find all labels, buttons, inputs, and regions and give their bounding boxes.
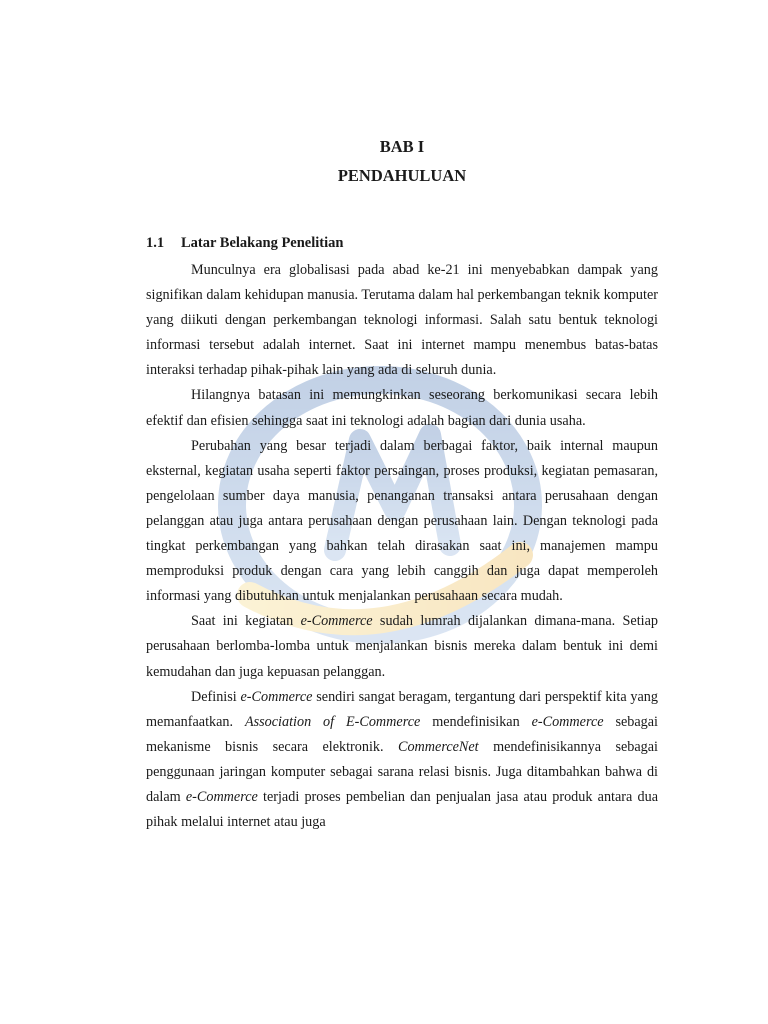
paragraph-text: Saat ini kegiatan [191, 613, 301, 630]
italic-term: Association of E-Commerce [244, 713, 421, 730]
paragraph-text: terjadi proses pembelian dan penjualan jasa atau produk antara dua pihak melalui internet atau juga [146, 788, 658, 831]
italic-term: e-Commerce [300, 613, 373, 630]
section-number: 1.1 [146, 235, 165, 251]
italic-term: e-Commerce [185, 788, 258, 805]
paragraph [146, 609, 658, 684]
italic-term: CommerceNet [397, 738, 479, 755]
chapter-title: PENDAHULUAN [337, 166, 467, 185]
paragraph: Perubahan yang besar terjadi dalam berbagai faktor, baik internal maupun eksternal, kegiatan usaha seperti faktor persaingan, proses produksi, kegiatan pemasaran, pengelolaan sumber daya manusia, penanganan transaksi antara perusahaan dengan pelanggan atau juga antara perusahaan dengan perusahaan lain. Dengan teknologi pada tingkat perkembangan yang bahkan telah dirasakan saat ini, manajemen mampu memproduksi produk dengan cara yang lebih canggih dan juga dapat memperoleh informasi yang dibutuhkan untuk menjalankan perusahaan secara mudah. [146, 437, 658, 605]
section-heading [146, 235, 343, 252]
paragraph: Hilangnya batasan ini memungkinkan seseorang berkomunikasi secara lebih efektif dan efisien sehingga saat ini teknologi adalah bagian dari dunia usaha. [146, 387, 658, 429]
paragraph [146, 685, 658, 836]
paragraph-text: sebagai mekanisme bisnis secara elektronik. [146, 713, 658, 755]
paragraph-text: mendefinisikannya sebagai penggunaan jaringan komputer sebagai sarana relasi bisnis. Juga ditambahkan bahwa di dalam [146, 738, 658, 805]
italic-term: e-Commerce [531, 713, 604, 730]
chapter-number: BAB I [379, 137, 425, 156]
italic-term: e-Commerce [240, 688, 313, 705]
paragraph-text: mendefinisikan [420, 713, 532, 730]
paragraph-text: sudah lumrah dijalankan dimana-mana. Setiap perusahaan berlomba-lomba untuk menjalankan bisnis mereka dalam bentuk ini demi kemudahan dan juga kepuasan pelanggan. [146, 613, 658, 680]
section-title: Latar Belakang Penelitian [181, 235, 344, 251]
body-text [146, 258, 658, 835]
paragraph-text: Definisi [191, 688, 241, 705]
paragraph-text: sendiri sangat beragam, tergantung dari perspektif kita yang memanfaatkan. [146, 688, 658, 730]
paragraph: Munculnya era globalisasi pada abad ke-21 ini menyebabkan dampak yang signifikan dalam kehidupan manusia. Terutama dalam hal perkembangan teknik komputer yang diikuti dengan perkembangan teknologi informasi. Salah satu bentuk teknologi informasi tersebut adalah internet. Saat ini internet mampu menembus batas-batas interaksi terhadap pihak-pihak lain yang ada di seluruh dunia. [146, 262, 658, 379]
